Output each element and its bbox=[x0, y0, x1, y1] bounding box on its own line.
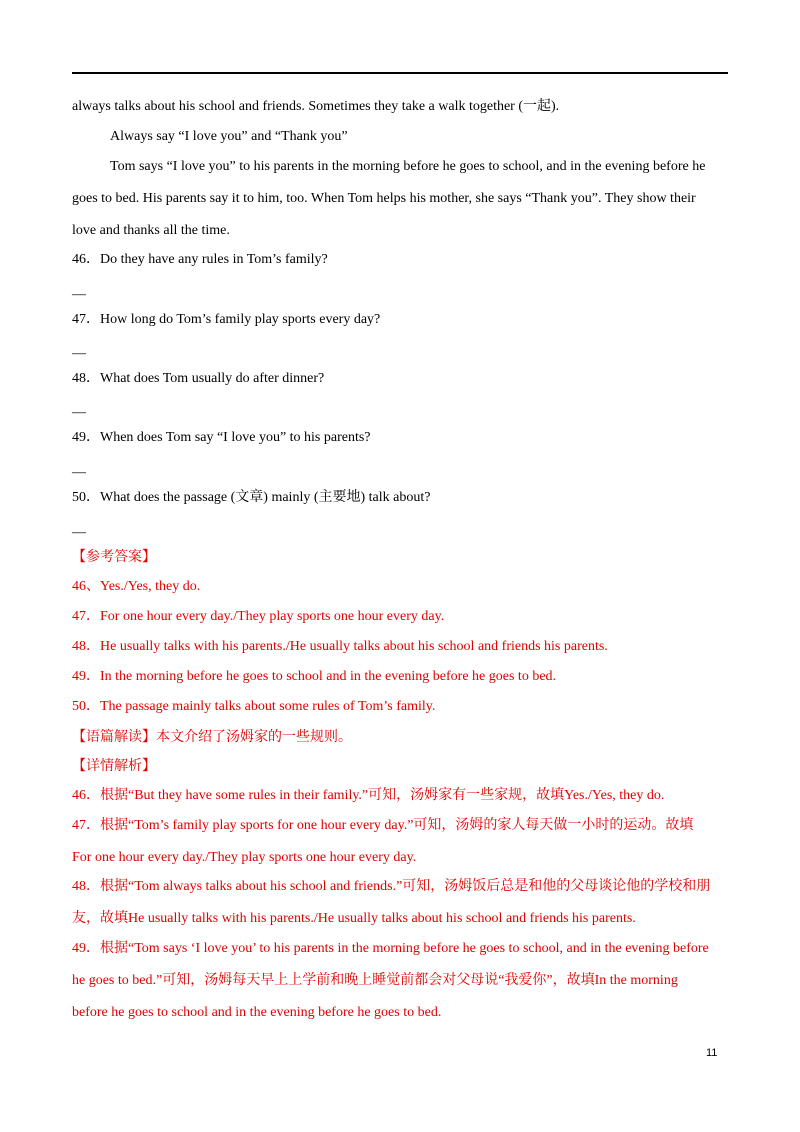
question-48: 48．What does Tom usually do after dinner? bbox=[72, 371, 325, 386]
analysis-heading: 【详情解析】 bbox=[72, 759, 156, 774]
answer-item: 47．For one hour every day./They play sports one hour every day. bbox=[72, 609, 445, 624]
answer-item: 46、Yes./Yes, they do. bbox=[72, 579, 201, 594]
page-number: 11 bbox=[706, 1047, 718, 1059]
answer-blank: — bbox=[72, 346, 86, 361]
analysis-line: 46．根据“But they have some rules in their family.”可知，汤姆家有一些家规，故填Yes./Yes, they do. bbox=[72, 788, 665, 803]
analysis-line: 友，故填He usually talks with his parents./He usually talks about his school and friends his parents. bbox=[72, 911, 636, 926]
passage-line: Tom says “I love you” to his parents in the morning before he goes to school, and in the evening before he bbox=[110, 159, 706, 174]
analysis-line: 49．根据“Tom says ‘I love you’ to his parents in the morning before he goes to school, and in the evening before bbox=[72, 941, 709, 956]
passage-line: goes to bed. His parents say it to him, too. When Tom helps his mother, she says “Thank you”. They show their bbox=[72, 191, 696, 206]
analysis-line: 48．根据“Tom always talks about his school and friends.”可知，汤姆饭后总是和他的父母谈论他的学校和朋 bbox=[72, 879, 711, 894]
analysis-line: 47．根据“Tom’s family play sports for one hour every day.”可知，汤姆的家人每天做一小时的运动。故填 bbox=[72, 818, 694, 833]
header-rule bbox=[72, 72, 728, 74]
answers-heading: 【参考答案】 bbox=[72, 550, 156, 565]
answer-item: 50．The passage mainly talks about some rules of Tom’s family. bbox=[72, 699, 436, 714]
passage-line: love and thanks all the time. bbox=[72, 223, 230, 238]
answer-blank: — bbox=[72, 525, 86, 540]
answer-item: 48．He usually talks with his parents./He usually talks about his school and friends his parents. bbox=[72, 639, 608, 654]
analysis-line: For one hour every day./They play sports one hour every day. bbox=[72, 850, 417, 865]
answer-item: 49．In the morning before he goes to school and in the evening before he goes to bed. bbox=[72, 669, 557, 684]
analysis-line: before he goes to school and in the evening before he goes to bed. bbox=[72, 1005, 442, 1020]
answer-blank: — bbox=[72, 465, 86, 480]
question-50: 50．What does the passage (文章) mainly (主要地) talk about? bbox=[72, 490, 431, 505]
question-47: 47．How long do Tom’s family play sports every day? bbox=[72, 312, 381, 327]
passage-line: always talks about his school and friends. Sometimes they take a walk together (一起). bbox=[72, 99, 560, 114]
question-46: 46．Do they have any rules in Tom’s family? bbox=[72, 252, 328, 267]
analysis-line: he goes to bed.”可知，汤姆每天早上上学前和晚上睡觉前都会对父母说“我爱你”，故填In the morning bbox=[72, 973, 678, 988]
summary-line: 【语篇解读】本文介绍了汤姆家的一些规则。 bbox=[72, 730, 352, 745]
answer-blank: — bbox=[72, 287, 86, 302]
answer-blank: — bbox=[72, 405, 86, 420]
question-49: 49．When does Tom say “I love you” to his parents? bbox=[72, 430, 371, 445]
rule-heading: Always say “I love you” and “Thank you” bbox=[110, 129, 348, 144]
